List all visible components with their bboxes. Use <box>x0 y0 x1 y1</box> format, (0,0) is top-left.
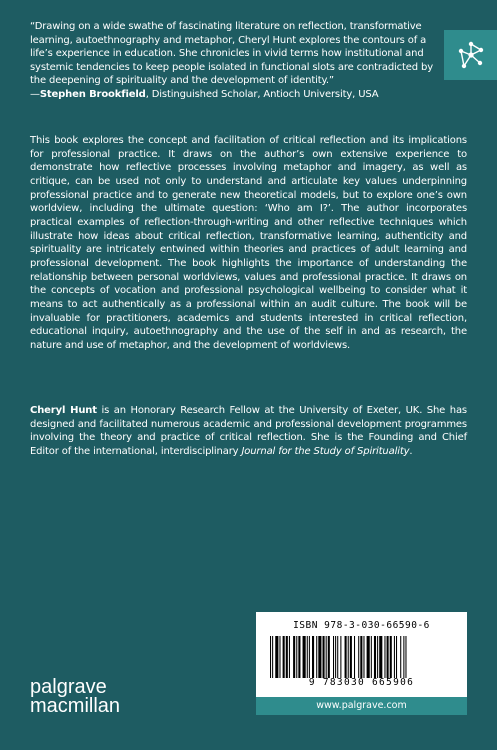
publisher-website[interactable]: www.palgrave.com <box>256 697 467 715</box>
quote-attribution <box>30 88 435 102</box>
publisher-emblem <box>444 30 497 80</box>
author-bio-text: is an Honorary Research Fellow at the University of Exeter, UK. She has designed and facilitated numerous academic and professional development programmes involving the theory and practice of critical reflection. She is the Founding and Chief Editor of the international, interdisciplinary <box>30 405 467 457</box>
journal-title: Journal for the Study of Spirituality <box>241 445 410 457</box>
bio-end: . <box>409 445 413 457</box>
attribution-name: Stephen Brookfield <box>39 88 146 100</box>
publisher-name-line2: macmillan <box>30 695 121 717</box>
endorsement-quote <box>30 20 435 102</box>
barcode-icon <box>270 636 453 678</box>
publisher-name-line1: palgrave <box>30 676 107 698</box>
author-name: Cheryl Hunt <box>30 405 97 416</box>
attribution-affiliation: , Distinguished Scholar, Antioch University, USA <box>145 88 379 100</box>
quote-text: “Drawing on a wide swathe of fascinating literature on reflection, transformative learning, autoethnography and metaphor, Cheryl Hunt explores the contours of a life’s experience in education. She chronicles in vivid terms how institutional and systemic tendencies to keep people isolated in functional slots are contradicted by the deepening of spirituality and the development of identity.” <box>30 21 433 87</box>
barcode-digits: 9 783030 665906 <box>308 677 415 688</box>
author-bio <box>30 404 467 459</box>
isbn-label: ISBN 978-3-030-66590-6 <box>293 620 430 631</box>
palgrave-network-logo-icon <box>458 41 484 69</box>
publisher-logo <box>30 678 140 716</box>
attribution-dash: — <box>30 88 40 100</box>
book-description: This book explores the concept and facilitation of critical reflection and its implications for professional practice. It draws on the author’s own extensive experience to demonstrate how reflective processes involving metaphor and imagery, as well as critique, can be used not only to understand and articulate key values underpinning professional practice and to generate new theoretical models, but to explore one’s own worldview, including the ultimate question: ‘Who am I?’. The author incorporates practical examples of reflection-through-writing and other reflective techniques which illustrate how ideas about critical reflection, transformative learning, authenticity and spirituality are intricately entwined within theories and practices of adult learning and professional development. The book highlights the importance of understanding the relationship between personal worldviews, values and professional practice. It draws on the concepts of vocation and professional psychological wellbeing to consider what it means to act authentically as a professional within an audit culture. The book will be invaluable for practitioners, academics and students interested in critical reflection, educational inquiry, autoethnography and the use of the self in and as research, the nature and use of metaphor, and the development of worldviews. <box>30 135 467 351</box>
